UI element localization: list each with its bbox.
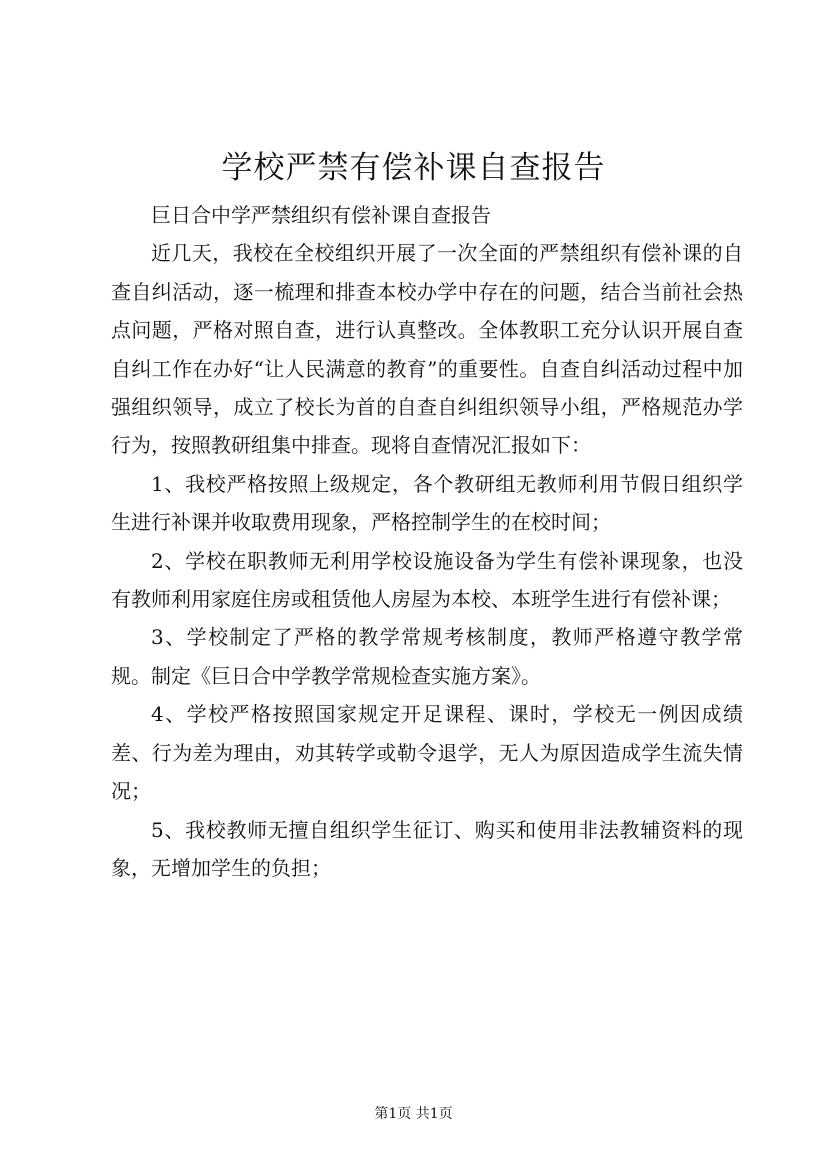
item-paragraph-3: 3、学校制定了严格的教学常规考核制度，教师严格遵守教学常规。制定《巨日合中学教学常规检查实施方案》。 (111, 625, 743, 688)
item-paragraph-5: 5、我校教师无擅自组织学生征订、购买和使用非法教辅资料的现象，无增加学生的负担； (111, 817, 743, 880)
page-footer: 第1页 共1页 (374, 1106, 453, 1122)
intro-paragraph: 近几天，我校在全校组织开展了一次全面的严禁组织有偿补课的自查自纠活动，逐一梳理和排查本校办学中存在的问题，结合当前社会热点问题，严格对照自查，进行认真整改。全体教职工充分认识开展自查自纠工作在办好“让人民满意的教育”的重要性。自查自纠活动过程中加强组织领导，成立了校长为首的自查自纠组织领导小组，严格规范办学行为，按照教研组集中排查。现将自查情况汇报如下： (111, 241, 743, 458)
item-paragraph-4: 4、学校严格按照国家规定开足课程、课时，学校无一例因成绩差、行为差为理由，劝其转学或勒令退学，无人为原因造成学生流失情况； (111, 702, 743, 804)
item-paragraph-2: 2、学校在职教师无利用学校设施设备为学生有偿补课现象，也没有教师利用家庭住房或租赁他人房屋为本校、本班学生进行有偿补课； (111, 548, 743, 612)
item-paragraph-1: 1、我校严格按照上级规定，各个教研组无教师利用节假日组织学生进行补课并收取费用现象，严格控制学生的在校时间； (111, 471, 743, 535)
document-title: 学校严禁有偿补课自查报告 (221, 150, 606, 186)
document-body (111, 196, 743, 887)
subtitle-paragraph: 巨日合中学严禁组织有偿补课自查报告 (151, 203, 491, 227)
